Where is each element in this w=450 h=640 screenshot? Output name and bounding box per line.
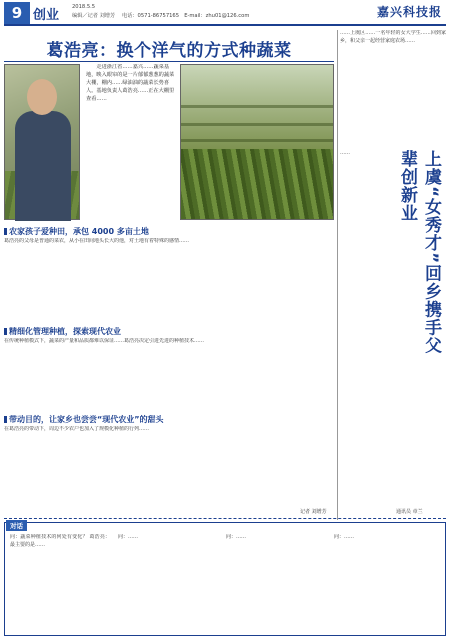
side-headline: 上虞“女秀才”回乡携手父辈创新业 [397, 150, 441, 355]
dialogue-col-4: 问：…… [334, 534, 355, 540]
page-number: 9 [4, 2, 30, 24]
portrait-photo [4, 64, 80, 220]
section-body-3: 在葛浩亮的带动下，周边不少农户也加入了规模化种植的行列…… [4, 426, 150, 432]
newspaper-brand: 嘉兴科技报 [376, 5, 442, 19]
dialogue-col-1: 问：蔬菜种植技术的何处有变化？ 葛浩亮：最主要的是…… [10, 534, 110, 548]
column-divider [337, 30, 338, 520]
main-author: 记者 刘增芳 [300, 509, 327, 515]
lead-text: 走进浙江省……嘉兴……蔬菜基地，映入眼帘的是一片郁郁葱葱的蔬菜大棚，棚内……绿油油的蔬菜长势喜人。基地负责人葛浩亮……正在大棚里查看…… [86, 64, 175, 102]
section-heading-1: 农家孩子爱种田，承包 4000 多亩土地 [4, 226, 149, 237]
side-intro: ……上虞区……一名年轻的女大学生……回到家乡，和父亲一起经营家庭农场…… [340, 30, 446, 44]
page-header [0, 0, 450, 26]
header-rule [4, 24, 446, 26]
section-name: 创业 [33, 8, 60, 23]
field-photo [180, 64, 334, 220]
side-author: 通讯员 章兰 [396, 509, 423, 515]
section-body-2: 在传统种植模式下，蔬菜的产量和品质都难以保证……葛浩亮决定引进先进的种植技术…… [4, 338, 205, 344]
dialogue-tag: 对话 [6, 520, 27, 531]
dialogue-col-2: 问：…… [118, 534, 139, 540]
section-heading-3: 带动目的，让家乡也尝尝“现代农业”的甜头 [4, 414, 164, 425]
side-body: …… [340, 150, 350, 156]
section-body-1: 葛浩亮的父母是普通的菜农，从小在田间地头长大的他，对土地有着特殊的感情…… [4, 238, 190, 244]
lead-paragraph [86, 64, 176, 220]
header-contact: 编辑／记者 刘增芳 电话：0571-86757165 E-mail：zhu01@126.com [72, 13, 250, 19]
section-heading-2: 精细化管理种植，探索现代农业 [4, 326, 121, 337]
title-rule [4, 61, 334, 62]
dialogue-col-3: 问：…… [226, 534, 247, 540]
header-date: 2018.5.5 [72, 4, 96, 10]
main-headline: 葛浩亮：换个洋气的方式种蔬菜 [46, 41, 292, 61]
box-divider [4, 518, 446, 519]
